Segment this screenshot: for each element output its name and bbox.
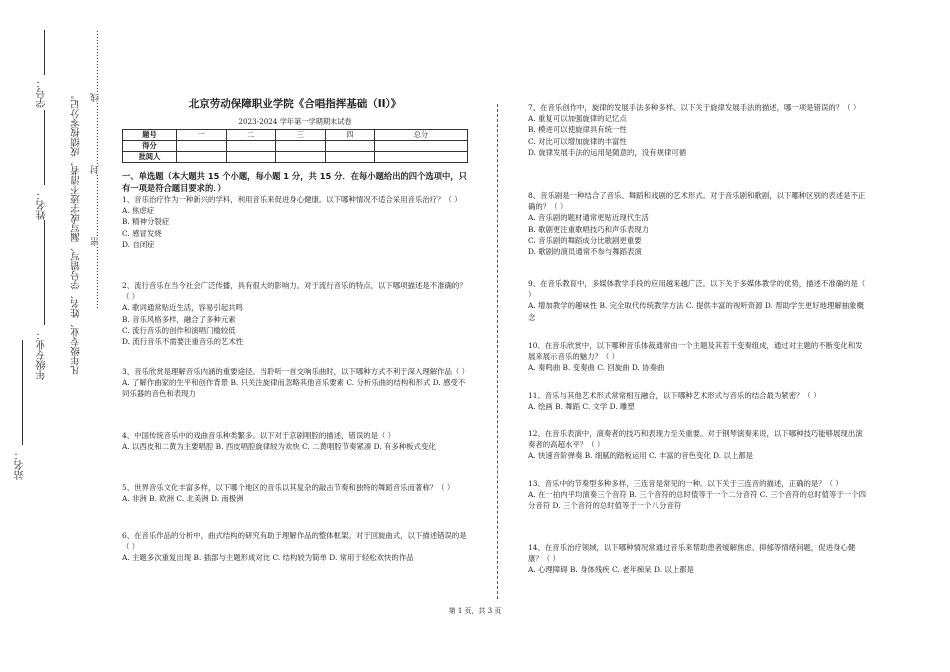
reviewer-cell <box>325 152 375 163</box>
reviewer-row <box>123 152 468 163</box>
option: C. 对比可以增加旋律的丰富性 <box>528 136 627 146</box>
option: D. 流行音乐不需要注重音乐的艺术性 <box>122 337 244 347</box>
school-label: 站名： <box>15 450 26 480</box>
question-7 <box>528 102 866 158</box>
score-header-cell: 四 <box>325 130 375 141</box>
option: B. 音乐风格多样，融合了多种元素 <box>122 314 236 324</box>
question-text: 8、音乐剧是一种结合了音乐、舞蹈和戏剧的艺术形式。对于音乐剧和歌剧，以下哪种区别的表述是不正确的？（ ） <box>528 191 866 212</box>
school-line <box>22 340 23 445</box>
question-text: 4、中国传统音乐中的戏曲音乐种类繁多。以下对于京剧唱腔的描述，错误的是（ ） <box>122 431 396 440</box>
reviewer-cell <box>276 152 326 163</box>
page-number: 第 1 页，共 3 页 <box>448 607 502 615</box>
score-header-cell: 一 <box>177 130 227 141</box>
option: D. 歌剧的演员通常不参与舞蹈表演 <box>528 247 642 257</box>
option: C. 感冒发烧 <box>122 228 162 238</box>
question-2 <box>122 280 468 347</box>
option: A. 焦虑症 <box>122 206 155 216</box>
major-line <box>44 220 45 325</box>
major-label: 年级专业： <box>37 330 48 380</box>
question-4 <box>122 430 468 452</box>
question-text: 13、音乐中的节奏型多种多样，三连音是常见的一种。以下关于三连音的描述，正确的是？（ ） <box>528 479 843 488</box>
question-8 <box>528 190 866 257</box>
option: A. 非洲 B. 欧洲 C. 北美洲 D. 南极洲 <box>122 494 244 504</box>
score-header-cell: 题号 <box>123 130 177 141</box>
question-10 <box>528 340 866 374</box>
question-3 <box>122 366 468 400</box>
score-table-header <box>123 130 468 141</box>
score-header-cell: 三 <box>276 130 326 141</box>
question-11 <box>528 390 866 412</box>
option: A. 快速音阶弹奏 B. 细腻的踏板运用 C. 丰富的音色变化 D. 以上都是 <box>528 451 754 461</box>
option: A. 重复可以加强旋律的记忆点 <box>528 114 627 124</box>
score-table <box>122 129 468 163</box>
question-text: 5、世界音乐文化丰富多样，以下哪个地区的音乐以其复杂的敲击节奏和独特的舞蹈音乐而著称？（ ） <box>122 483 455 492</box>
option: A. 主题多次重复出现 B. 插部与主题形成对比 C. 结构较为简单 D. 常用于轻松欢快的作品 <box>122 553 414 563</box>
option: D. 自闭症 <box>122 239 155 249</box>
score-cell <box>375 141 468 152</box>
question-text: 12、在音乐表演中，演奏者的技巧和表现力至关重要。对于钢琴演奏来说，以下哪种技巧能够展现出演奏者的高超水平？（ ） <box>528 429 863 450</box>
question-text: 7、在音乐创作中，旋律的发展手法多种多样。以下关于旋律发展手法的描述，哪一项是错误的？（ ） <box>528 103 861 112</box>
reviewer-cell <box>177 152 227 163</box>
name-line <box>44 110 45 185</box>
question-14 <box>528 542 866 576</box>
question-1 <box>122 194 468 250</box>
exam-subtitle: 2023-2024 学年第一学期期末试卷 <box>238 117 352 126</box>
option: A. 绘画 B. 舞蹈 C. 文学 D. 雕塑 <box>528 402 635 412</box>
option: B. 精神分裂症 <box>122 217 170 227</box>
question-text: 3、音乐欣赏是理解音乐内涵的重要途径。当聆听一首交响乐曲时，以下哪种方式不利于深入理解作品（ ） <box>122 367 470 376</box>
question-text: 9、在音乐教育中，多媒体教学手段的应用越来越广泛。以下关于多媒体教学的优势，描述不准确的是（ ） <box>528 279 866 300</box>
question-text: 11、音乐与其他艺术形式常常相互融合，以下哪种艺术形式与音乐的结合最为紧密？（ ） <box>528 391 821 400</box>
question-text: 1、音乐治疗作为一种新兴的学科，利用音乐来促进身心健康。以下哪种情况不适合采用音乐治疗？（ ） <box>122 195 462 204</box>
reviewer-cell <box>375 152 468 163</box>
option: A. 奏鸣曲 B. 变奏曲 C. 回旋曲 D. 协奏曲 <box>528 363 665 373</box>
name-label: 姓名： <box>37 190 48 220</box>
option: A. 歌词通常贴近生活，容易引起共鸣 <box>122 303 243 313</box>
option: A. 以西皮和二黄为主要唱腔 B. 西皮唱腔旋律较为欢快 C. 二黄唱腔节奏紧凑 D. 有多种板式变化 <box>122 442 436 452</box>
section-title: 一、单选题（本大题共 15 个小题，每小题 1 分，共 15 分．在每小题给出的四个选项中，只有一项是符合题目要求的．） <box>122 171 467 193</box>
option: C. 流行音乐的创作和演唱门槛较低 <box>122 325 236 335</box>
option: A. 在一拍内平均演奏三个音符 B. 三个音符的总时值等于一个二分音符 C. 三个音符的总时值等于一个四分音符 D. 三个音符的总时值等于一个八分音符 <box>528 490 866 511</box>
option: A. 心理障碍 B. 身体残疾 C. 老年痴呆 D. 以上都是 <box>528 565 694 575</box>
question-text: 14、在音乐治疗领域，以下哪种情况常通过音乐来帮助患者缓解焦虑、抑郁等情绪问题，促进身心健康？（ ） <box>528 543 856 564</box>
id-line <box>44 30 45 75</box>
column-divider <box>497 104 498 599</box>
question-12 <box>528 428 866 462</box>
option: B. 歌剧更注重歌唱技巧和声乐表现力 <box>528 224 649 234</box>
id-label: 学号： <box>37 78 48 108</box>
score-header-cell: 总分 <box>375 130 468 141</box>
seal-line-text: …………………密…………………封…………………线………………… <box>91 30 101 309</box>
score-cell <box>325 141 375 152</box>
option: A. 了解作曲家的生平和创作背景 B. 只关注旋律而忽略其他音乐要素 C. 分析乐曲的结构和形式 D. 感受不同乐器的音色和表现力 <box>122 378 466 399</box>
exam-title: 北京劳动保障职业学院《合唱指挥基础（II）》 <box>188 98 402 110</box>
binding-margin <box>0 0 118 672</box>
question-6 <box>122 530 468 564</box>
score-cell <box>276 141 326 152</box>
question-13 <box>528 478 866 512</box>
question-text: 10、在音乐欣赏中，以下哪种音乐体裁通常由一个主题及其若干变奏组成，通过对主题的不断变化和发展来展示音乐的魅力？（ ） <box>528 341 863 362</box>
score-row <box>123 141 468 152</box>
question-9 <box>528 278 866 323</box>
reviewer-row-label: 批阅人 <box>123 152 177 163</box>
score-cell <box>177 141 227 152</box>
option: D. 旋律发展手法的运用是随意的，没有规律可循 <box>528 147 687 157</box>
score-header-cell: 二 <box>226 130 276 141</box>
question-text: 2、流行音乐在当今社会广泛传播，具有很大的影响力。对于流行音乐的特点，以下哪项描述是不准确的？（ ） <box>122 281 467 302</box>
option: B. 模进可以使旋律具有统一性 <box>528 125 627 135</box>
reviewer-cell <box>226 152 276 163</box>
binding-rule: 凡年级专业、姓名、学号错写、漏写或字迹不清者，成绩按零分记。 <box>71 90 82 375</box>
option: A. 音乐剧的题材通常更贴近现代生活 <box>528 213 649 223</box>
score-cell <box>226 141 276 152</box>
option: A. 增加教学的趣味性 B. 完全取代传统教学方法 C. 提供丰富的视听资源 D. 帮助学生更好地理解抽象概念 <box>528 301 864 322</box>
question-text: 6、在音乐作品的分析中，曲式结构的研究有助于理解作品的整体框架。对于回旋曲式，以下描述错误的是（ ） <box>122 531 467 552</box>
score-row-label: 得分 <box>123 141 177 152</box>
question-5 <box>122 482 468 504</box>
option: C. 音乐剧的舞蹈成分比歌剧更重要 <box>528 235 642 245</box>
